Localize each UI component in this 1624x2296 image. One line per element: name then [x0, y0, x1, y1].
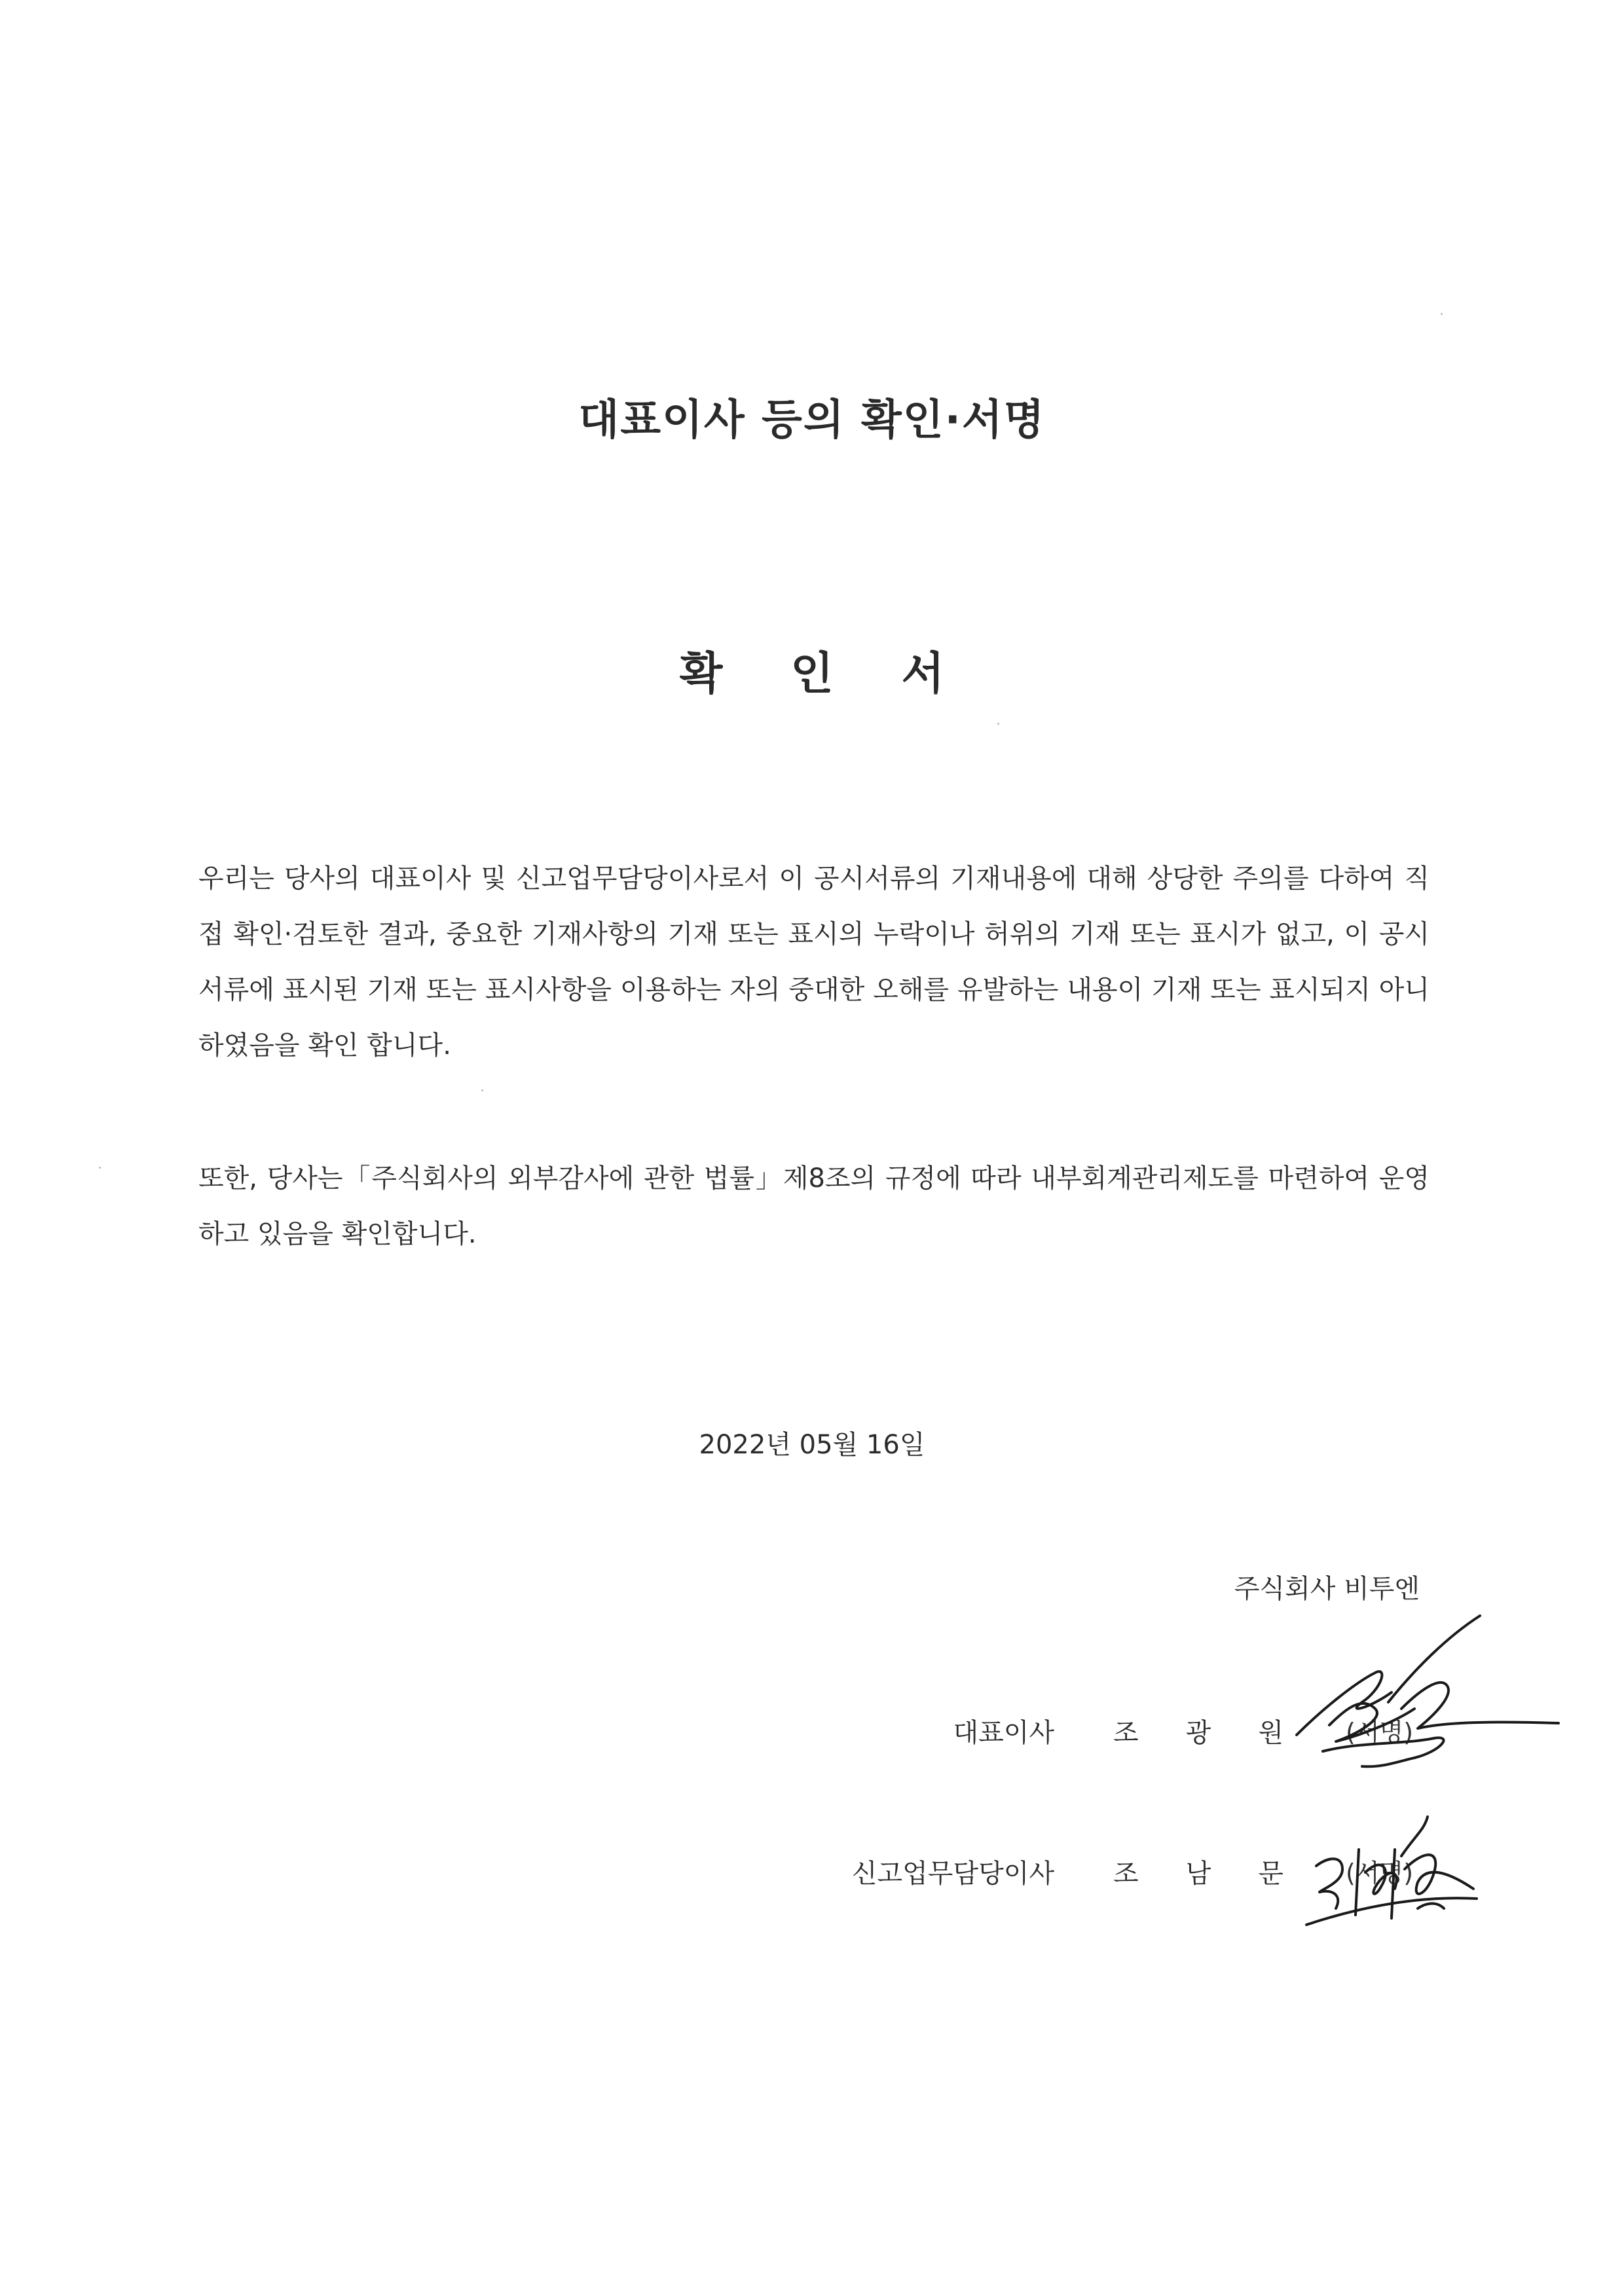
- confirmation-paragraph: 우리는 당사의 대표이사 및 신고업무담당이사로서 이 공시서류의 기재내용에 대해 상당한 주의를 다하여 직접 확인·검토한 결과, 중요한 기재사항의 기재 또는 표시의 누락이나 허위의 기재 또는 표시가 없고, 이 공시서류에 표시된 기재 또는 표시사항을 이용하는 자의 중대한 오해를 유발하는 내용이 기재 또는 표시되지 아니하였음을 확인 합니다.: [198, 864, 1430, 1061]
- signatory-role: 대표이사: [953, 1718, 1054, 1748]
- signatory-name-char: 남: [1185, 1859, 1211, 1889]
- signatory-name-char: 문: [1258, 1859, 1283, 1889]
- signatory-name: [1113, 1712, 1283, 1749]
- director-signature-icon: [1303, 1810, 1486, 1928]
- scan-speck: [99, 1167, 101, 1169]
- scan-speck: [997, 723, 999, 725]
- scan-speck: [1441, 313, 1443, 315]
- signatory-name-char: 광: [1185, 1718, 1211, 1748]
- document-date: 2022년 05월 16일: [699, 1430, 925, 1460]
- signatory-name: [1113, 1853, 1283, 1890]
- signatory-name-char: 조: [1113, 1718, 1139, 1748]
- signatory-name-char: 원: [1258, 1718, 1283, 1748]
- ceo-signature-icon: [1283, 1611, 1572, 1781]
- signatory-role: 신고업무담당이사: [851, 1859, 1054, 1889]
- signature-label: (서명): [1346, 1718, 1414, 1747]
- signature-label: (서명): [1346, 1859, 1414, 1887]
- company-name: 주식회사 비투엔: [1234, 1574, 1420, 1604]
- document-subtitle: 확 인 서: [679, 648, 971, 700]
- internal-control-paragraph: 또한, 당사는「주식회사의 외부감사에 관한 법률」제8조의 규정에 따라 내부회계관리제도를 마련하여 운영하고 있음을 확인합니다.: [198, 1163, 1430, 1249]
- scan-speck: [481, 1089, 483, 1091]
- document-title: 대표이사 등의 확인·서명: [578, 396, 1046, 445]
- signatory-name-char: 조: [1113, 1859, 1139, 1889]
